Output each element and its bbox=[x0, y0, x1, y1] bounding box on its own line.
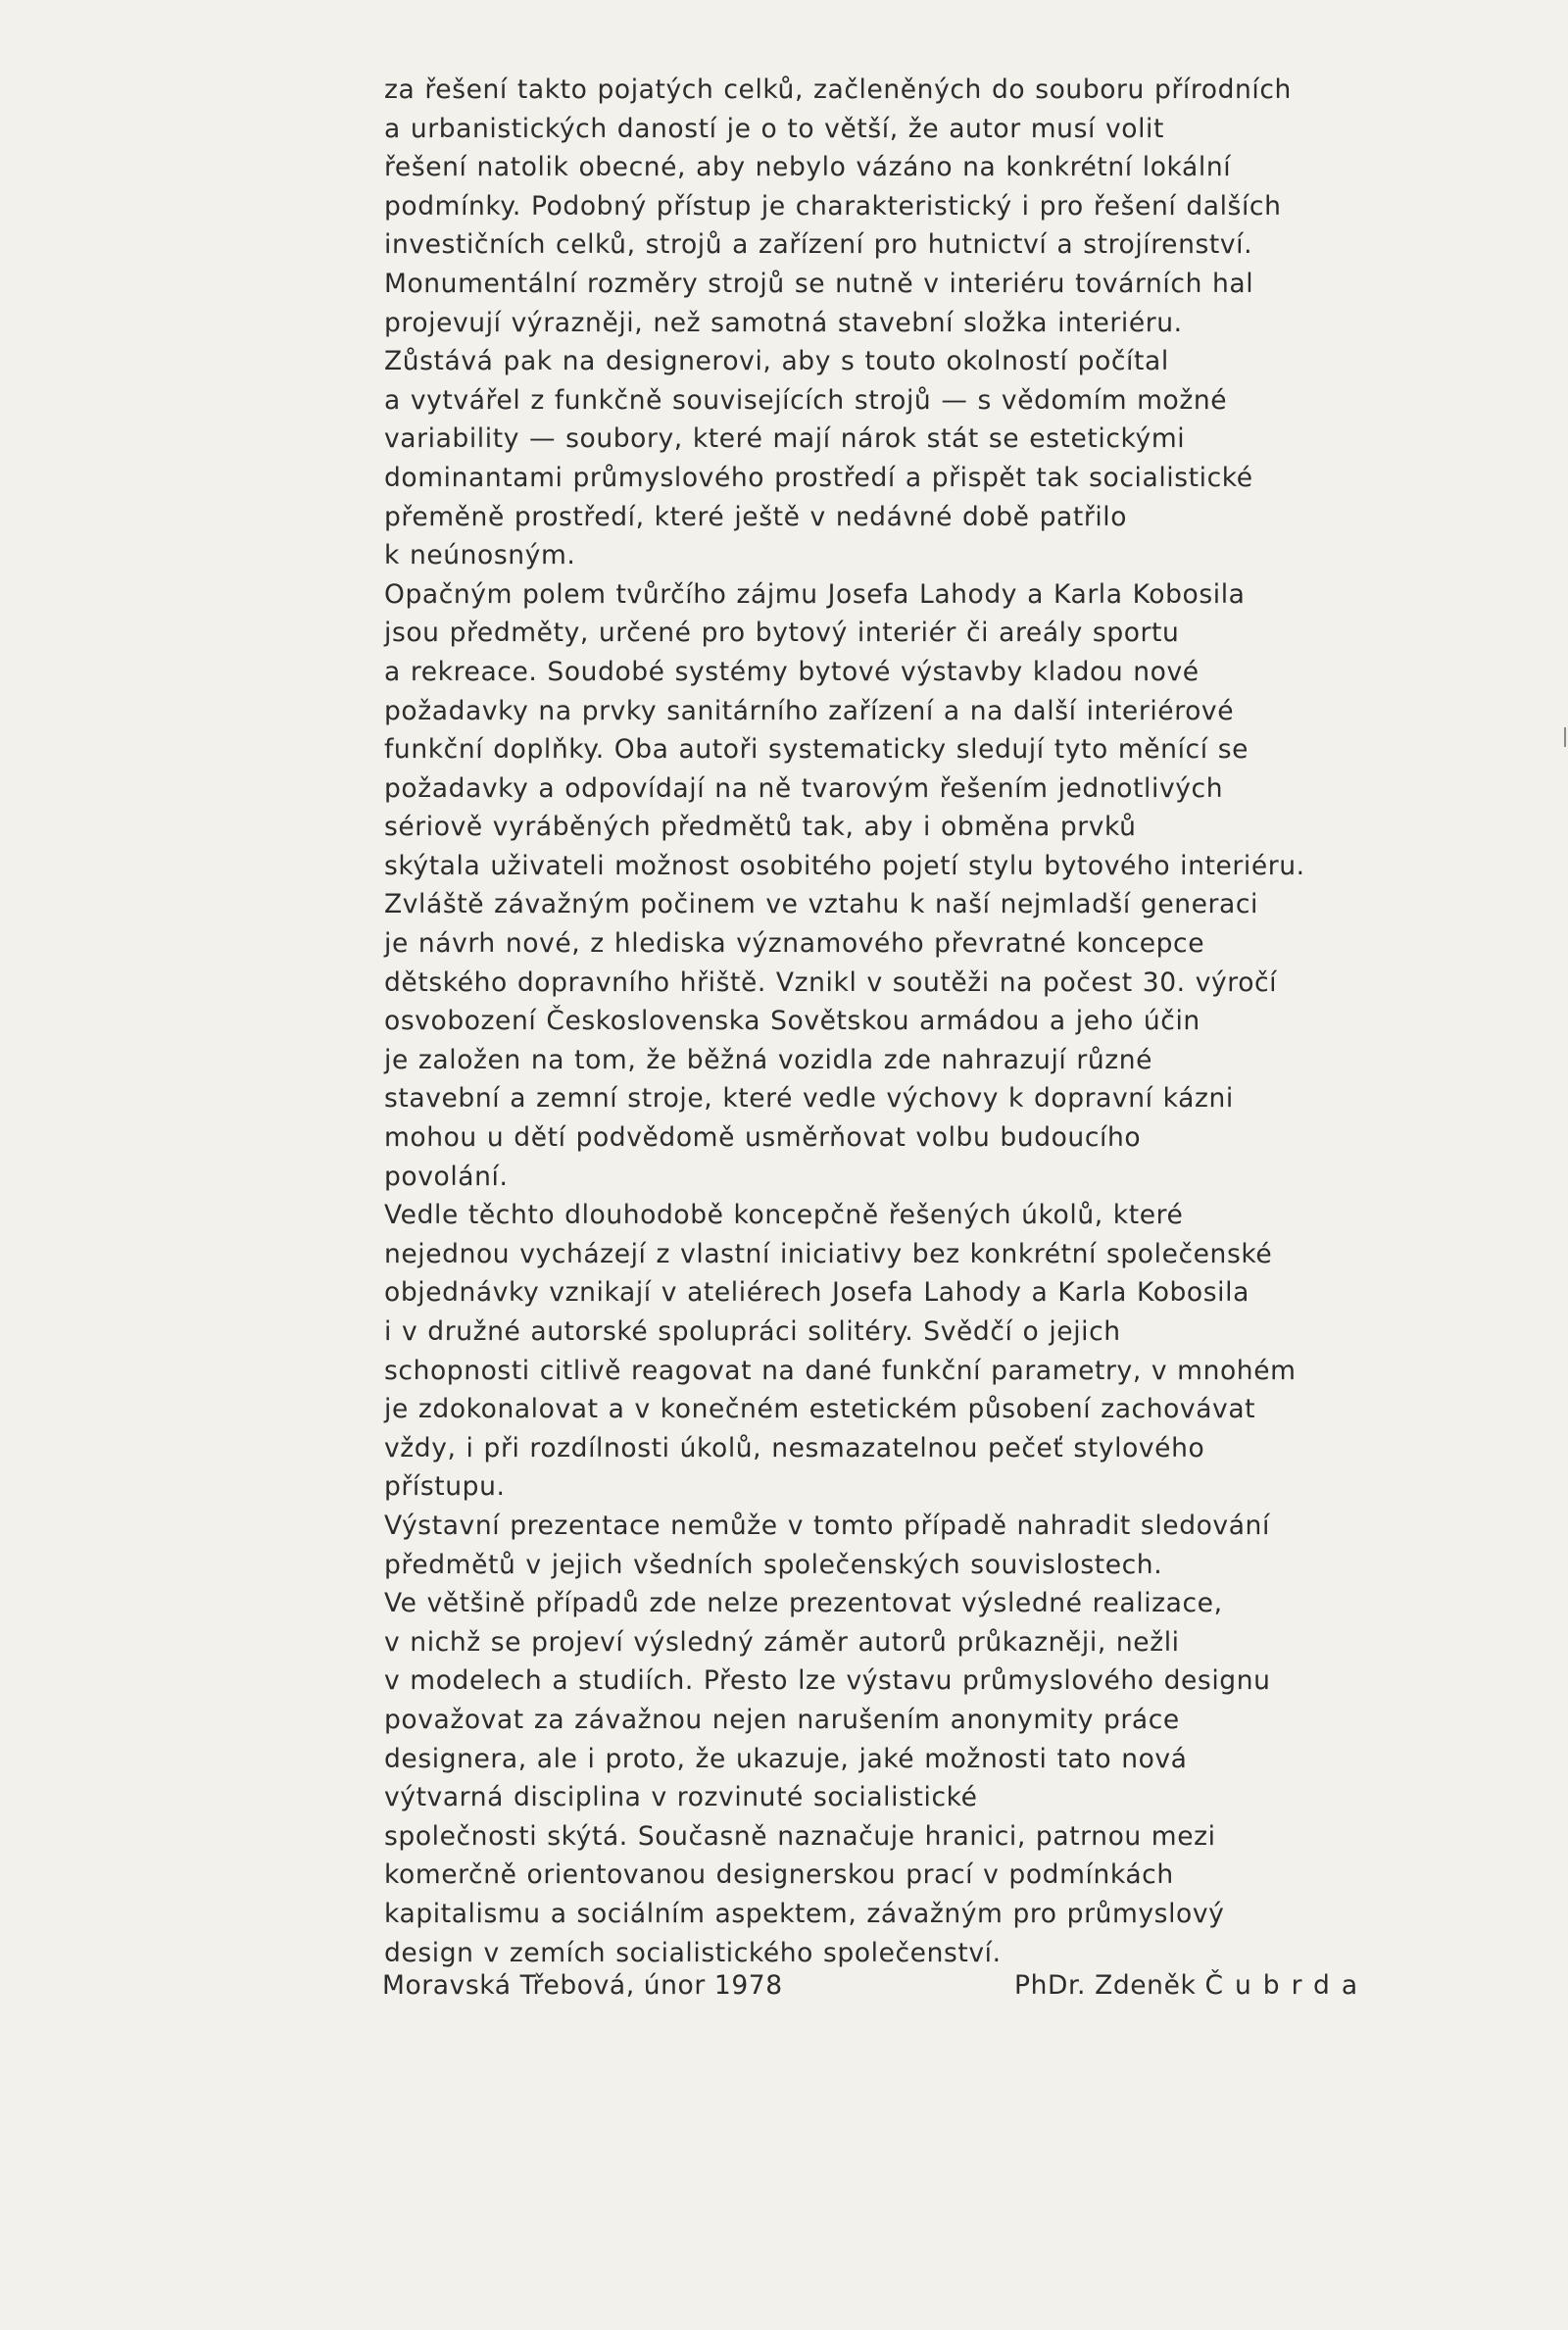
text-line: povolání. bbox=[384, 1161, 509, 1192]
author-title: PhDr. Zdeněk bbox=[1014, 1970, 1197, 2001]
text-line: přeměně prostředí, které ještě v nedávné době patřilo bbox=[384, 501, 1128, 532]
text-line: k neúnosným. bbox=[384, 540, 576, 571]
text-line: funkční doplňky. Oba autoři systematicky sledují tyto měnící se bbox=[384, 734, 1249, 766]
text-line: je založen na tom, že běžná vozidla zde nahrazují různé bbox=[384, 1044, 1153, 1075]
text-line: a vytvářel z funkčně souvisejících strojů — s vědomím možné bbox=[384, 384, 1228, 416]
text-line: dominantami průmyslového prostředí a přispět tak socialistické bbox=[384, 462, 1253, 493]
text-line: vždy, i při rozdílnosti úkolů, nesmazatelnou pečeť stylového bbox=[384, 1432, 1205, 1463]
text-line: Vedle těchto dlouhodobě koncepčně řešených úkolů, které bbox=[384, 1200, 1184, 1231]
author-name bbox=[1014, 1970, 1369, 2001]
text-line: i v družné autorské spolupráci solitéry. Svědčí o jejich bbox=[384, 1316, 1121, 1347]
text-line: v modelech a studiích. Přesto lze výstavu průmyslového designu bbox=[384, 1665, 1271, 1697]
text-line: Monumentální rozměry strojů se nutně v interiéru továrních hal bbox=[384, 268, 1254, 299]
text-line: jsou předměty, určené pro bytový interiér či areály sportu bbox=[384, 618, 1180, 649]
text-line: skýtala uživateli možnost osobitého pojetí stylu bytového interiéru. bbox=[384, 850, 1305, 881]
text-line: a rekreace. Soudobé systémy bytové výstavby kladou nové bbox=[384, 656, 1200, 687]
text-line: mohou u dětí podvědomě usměrňovat volbu budoucího bbox=[384, 1122, 1142, 1154]
text-line: designera, ale i proto, že ukazuje, jaké možnosti tato nová bbox=[384, 1743, 1188, 1774]
text-line: Zůstává pak na designerovi, aby s touto okolností počítal bbox=[384, 346, 1169, 377]
author-surname: Čubrda bbox=[1204, 1970, 1370, 2001]
text-line: variability — soubory, které mají nárok stát se estetickými bbox=[384, 423, 1186, 455]
body-text bbox=[384, 71, 1423, 1972]
text-line: Opačným polem tvůrčího zájmu Josefa Lahody a Karla Kobosila bbox=[384, 578, 1246, 610]
text-line: komerčně orientovanou designerskou prací v podmínkách bbox=[384, 1859, 1174, 1891]
text-line: objednávky vznikají v ateliérech Josefa Lahody a Karla Kobosila bbox=[384, 1277, 1250, 1309]
text-line: nejednou vycházejí z vlastní iniciativy bez konkrétní společenské bbox=[384, 1238, 1273, 1269]
text-line: požadavky a odpovídají na ně tvarovým řešením jednotlivých bbox=[384, 772, 1224, 804]
text-line: společnosti skýtá. Současně naznačuje hranici, patrnou mezi bbox=[384, 1820, 1216, 1852]
text-line: předmětů v jejich všedních společenských souvislostech. bbox=[384, 1549, 1163, 1580]
text-line: podmínky. Podobný přístup je charakteristický i pro řešení dalších bbox=[384, 190, 1282, 222]
text-line: Ve většině případů zde nelze prezentovat výsledné realizace, bbox=[384, 1588, 1223, 1619]
text-line: investičních celků, strojů a zařízení pro hutnictví a strojírenství. bbox=[384, 229, 1253, 261]
text-line: požadavky na prvky sanitárního zařízení a na další interiérové bbox=[384, 695, 1235, 726]
signature-row bbox=[382, 1970, 1401, 2013]
text-line: projevují výrazněji, než samotná stavební složka interiéru. bbox=[384, 307, 1183, 338]
text-line: dětského dopravního hřiště. Vznikl v soutěži na počest 30. výročí bbox=[384, 967, 1278, 998]
text-line: sériově vyráběných předmětů tak, aby i obměna prvků bbox=[384, 812, 1137, 843]
text-line: považovat za závažnou nejen narušením anonymity práce bbox=[384, 1704, 1180, 1735]
text-line: schopnosti citlivě reagovat na dané funkční parametry, v mnohém bbox=[384, 1355, 1297, 1386]
margin-mark bbox=[1564, 727, 1566, 747]
text-line: design v zemích socialistického společenství. bbox=[384, 1937, 1002, 1968]
text-line: přístupu. bbox=[384, 1471, 506, 1503]
text-line: je zdokonalovat a v konečném estetickém působení zachovávat bbox=[384, 1394, 1256, 1425]
text-line: v nichž se projeví výsledný záměr autorů průkazněji, nežli bbox=[384, 1626, 1180, 1658]
text-line: je návrh nové, z hlediska významového převratné koncepce bbox=[384, 928, 1205, 960]
text-line: výtvarná disciplina v rozvinuté socialistické bbox=[384, 1782, 978, 1813]
place-date: Moravská Třebová, únor 1978 bbox=[382, 1970, 783, 2001]
text-line: za řešení takto pojatých celků, začleněných do souboru přírodních bbox=[384, 74, 1292, 105]
text-line: stavební a zemní stroje, které vedle výchovy k dopravní kázni bbox=[384, 1083, 1234, 1115]
text-line: a urbanistických daností je o to větší, že autor musí volit bbox=[384, 113, 1164, 144]
text-line: Výstavní prezentace nemůže v tomto případě nahradit sledování bbox=[384, 1510, 1270, 1541]
text-line: kapitalismu a sociálním aspektem, závažným pro průmyslový bbox=[384, 1898, 1225, 1929]
text-line: osvobození Československa Sovětskou armádou a jeho účin bbox=[384, 1006, 1200, 1037]
text-line: Zvláště závažným počinem ve vztahu k naší nejmladší generaci bbox=[384, 889, 1258, 920]
text-line: řešení natolik obecné, aby nebylo vázáno na konkrétní lokální bbox=[384, 152, 1232, 183]
